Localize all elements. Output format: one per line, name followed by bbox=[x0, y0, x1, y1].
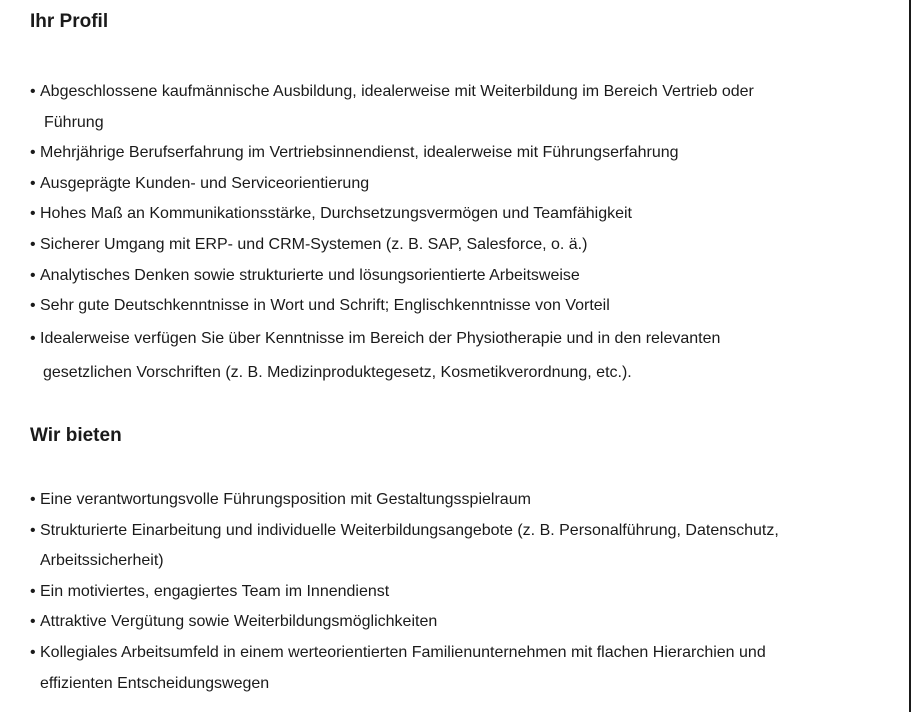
bullet-icon: • bbox=[30, 266, 36, 284]
bieten-list bbox=[30, 485, 890, 699]
list-item-text: Idealerweise verfügen Sie über Kenntnisse im Bereich der Physiotherapie und in den relevanten bbox=[40, 329, 721, 347]
bullet-icon: • bbox=[30, 83, 36, 100]
bullet-icon: • bbox=[30, 235, 36, 253]
list-item bbox=[30, 77, 890, 138]
list-item bbox=[30, 322, 890, 390]
list-item bbox=[30, 291, 890, 322]
bullet-icon: • bbox=[30, 329, 36, 347]
list-item bbox=[30, 199, 890, 230]
list-item bbox=[30, 607, 890, 638]
bullet-icon: • bbox=[30, 205, 36, 223]
list-item-text: Mehrjährige Berufserfahrung im Vertriebsinnendienst, idealerweise mit Führungserfahrung bbox=[40, 144, 679, 162]
bullet-icon: • bbox=[30, 643, 36, 661]
list-item-text: Eine verantwortungsvolle Führungsposition mit Gestaltungsspielraum bbox=[40, 491, 531, 508]
list-item-text-continued: effizienten Entscheidungswegen bbox=[40, 674, 270, 692]
list-item bbox=[30, 138, 890, 169]
list-item-text: Abgeschlossene kaufmännische Ausbildung, idealerweise mit Weiterbildung im Bereich Vertrieb oder bbox=[40, 83, 754, 100]
bullet-icon: • bbox=[30, 144, 36, 162]
list-item-text: Sicherer Umgang mit ERP- und CRM-Systemen (z. B. SAP, Salesforce, o. ä.) bbox=[40, 235, 588, 253]
list-item-text: Sehr gute Deutschkenntnisse in Wort und Schrift; Englischkenntnisse von Vorteil bbox=[40, 297, 610, 315]
list-item-text: Ein motiviertes, engagiertes Team im Innendienst bbox=[40, 582, 390, 600]
list-item-text-continued: Führung bbox=[44, 113, 104, 131]
list-item bbox=[30, 516, 890, 577]
list-item-text: Ausgeprägte Kunden- und Serviceorientierung bbox=[40, 174, 370, 192]
profil-list bbox=[30, 77, 890, 390]
list-item-text-continued: Arbeitssicherheit) bbox=[40, 552, 164, 570]
list-item bbox=[30, 169, 890, 200]
list-item-text: Kollegiales Arbeitsumfeld in einem werteorientierten Familienunternehmen mit flachen Hierarchien und bbox=[40, 643, 766, 661]
bullet-icon: • bbox=[30, 582, 36, 600]
list-item-text-continued: gesetzlichen Vorschriften (z. B. Medizinproduktegesetz, Kosmetikverordnung, etc.). bbox=[43, 363, 632, 381]
list-item bbox=[30, 485, 890, 516]
list-item bbox=[30, 261, 890, 292]
bullet-icon: • bbox=[30, 521, 36, 539]
list-item bbox=[30, 230, 890, 261]
bullet-icon: • bbox=[30, 613, 36, 631]
bullet-icon: • bbox=[30, 174, 36, 192]
list-item-text: Hohes Maß an Kommunikationsstärke, Durchsetzungsvermögen und Teamfähigkeit bbox=[40, 205, 632, 223]
list-item bbox=[30, 638, 890, 699]
list-item bbox=[30, 577, 890, 608]
list-item-text: Strukturierte Einarbeitung und individuelle Weiterbildungsangebote (z. B. Personalführung, Datenschutz, bbox=[40, 521, 779, 539]
section-heading-ihr-profil: Ihr Profil bbox=[30, 11, 109, 32]
list-item-text: Analytisches Denken sowie strukturierte und lösungsorientierte Arbeitsweise bbox=[40, 266, 580, 284]
list-item-text: Attraktive Vergütung sowie Weiterbildungsmöglichkeiten bbox=[40, 613, 438, 631]
bullet-icon: • bbox=[30, 297, 36, 315]
section-heading-wir-bieten: Wir bieten bbox=[30, 425, 122, 446]
bullet-icon: • bbox=[30, 491, 36, 508]
